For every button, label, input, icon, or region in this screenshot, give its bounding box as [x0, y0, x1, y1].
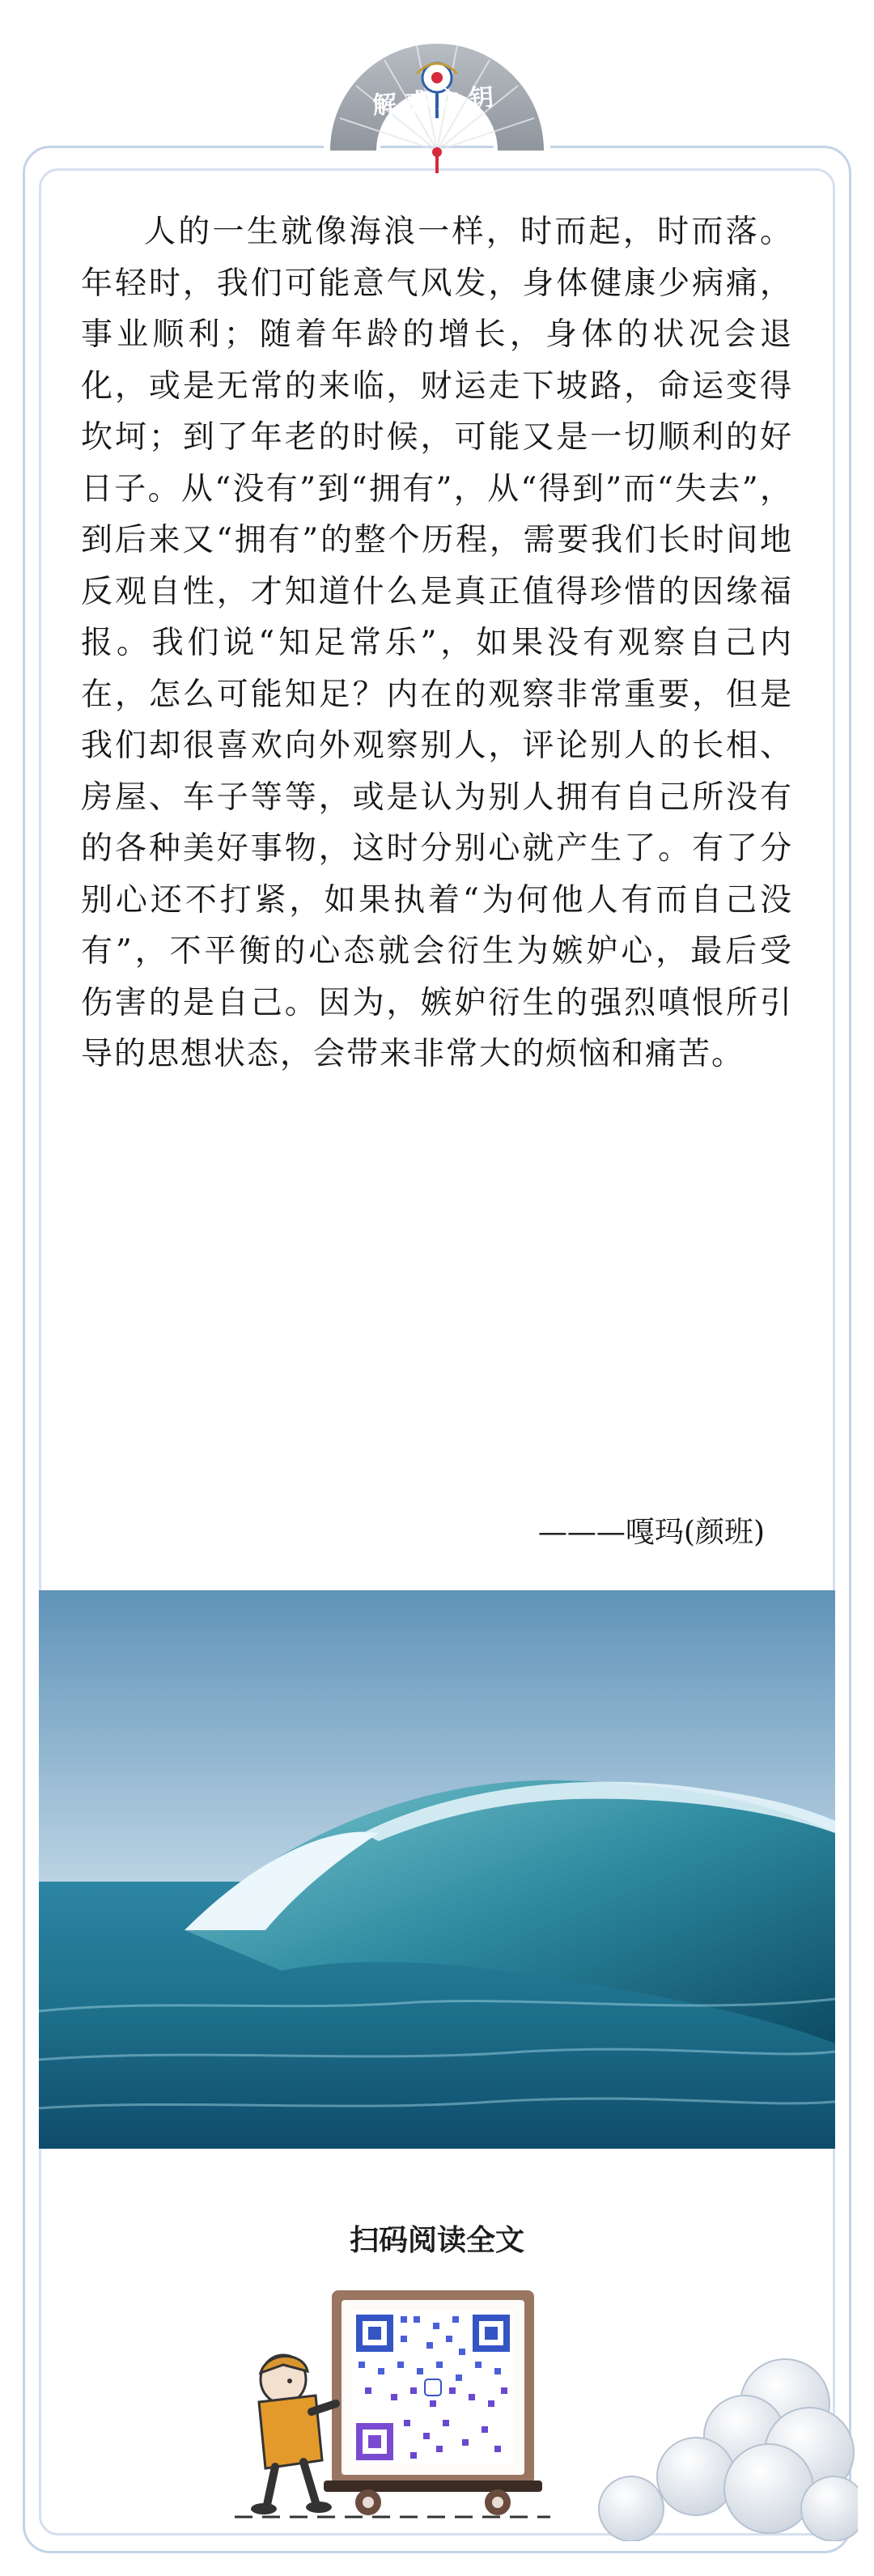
cloud-decoration	[550, 2347, 858, 2541]
author-signature: ———嘎玛(颜班)	[537, 1516, 765, 1549]
scan-title: 扫码阅读全文	[349, 2224, 524, 2257]
wave-image	[39, 1590, 835, 2149]
article-body	[81, 206, 793, 1080]
article-paragraph: 人的一生就像海浪一样，时而起，时而落。年轻时，我们可能意气风发，身体健康少病痛，事业顺利；随着年龄的增长，身体的状况会退化，或是无常的来临，财运走下坡路，命运变得坎坷；到了年老的时候，可能又是一切顺利的好日子。从“没有”到“拥有”，从“得到”而“失去”，到后来又“拥有”的整个历程，需要我们长时间地反观自性，才知道什么是真正值得珍惜的因缘福报。我们说“知足常乐”，如果没有观察自己内在，怎么可能知足？内在的观察非常重要，但是我们却很喜欢向外观察别人，评论别人的长相、房屋、车子等等，或是认为别人拥有自己所没有的各种美好事物，这时分别心就产生了。有了分别心还不打紧，如果执着“为何他人有而自己没有”，不平衡的心态就会衍生为嫉妒心，最后受伤害的是自己。因为，嫉妒衍生的强烈嗔恨所引导的思想状态，会带来非常大的烦恼和痛苦。	[81, 214, 793, 1072]
fan-title: 解惑之钥	[371, 83, 503, 121]
qr-code-icon	[352, 2311, 514, 2464]
monk-character-icon	[251, 2355, 336, 2514]
qr-illustration	[227, 2274, 566, 2525]
